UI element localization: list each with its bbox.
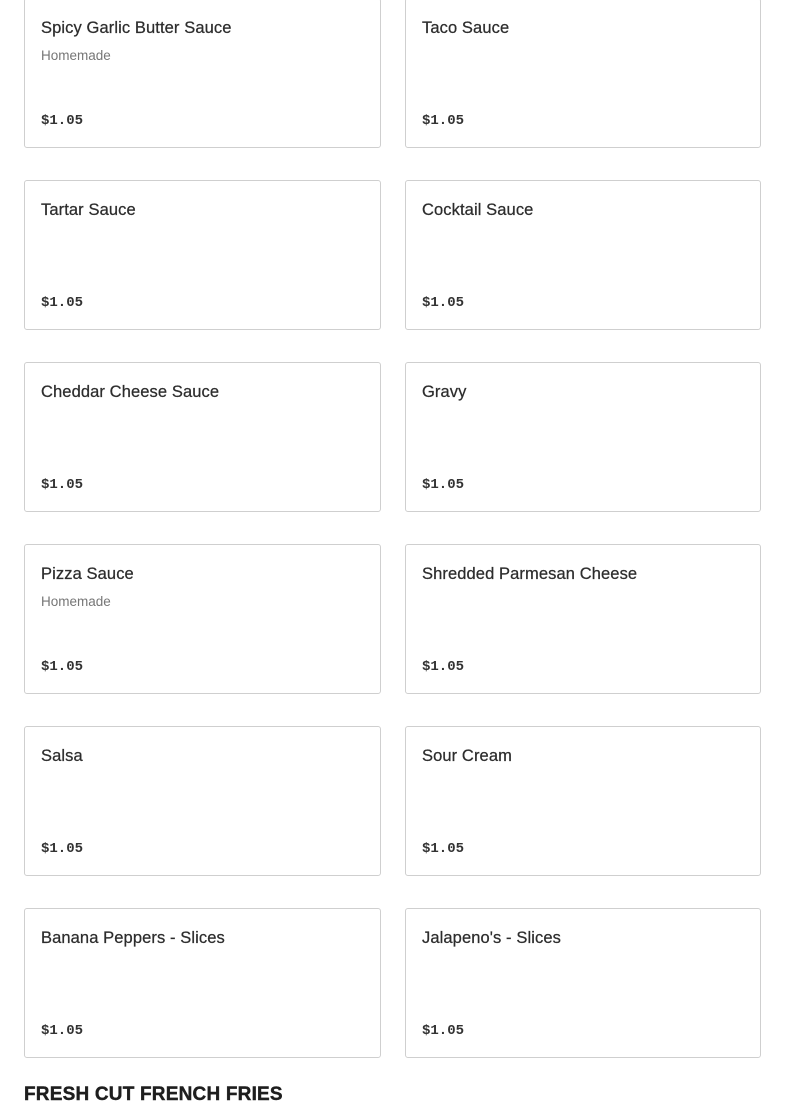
menu-item-name: Sour Cream [422, 747, 512, 765]
menu-item-grid [24, 0, 761, 1058]
menu-item-price: $1.05 [41, 841, 84, 857]
menu-item-price: $1.05 [422, 841, 465, 857]
menu-item-name: Jalapeno's - Slices [422, 929, 561, 947]
menu-item-card[interactable] [24, 726, 381, 876]
menu-item-card[interactable] [405, 908, 761, 1058]
menu-item-card[interactable] [24, 0, 381, 148]
menu-item-price: $1.05 [41, 659, 84, 675]
menu-item-card[interactable] [24, 362, 381, 512]
menu-item-card[interactable] [405, 726, 761, 876]
menu-item-price: $1.05 [422, 659, 465, 675]
menu-item-price: $1.05 [422, 477, 465, 493]
menu-item-card[interactable] [24, 544, 381, 694]
menu-item-name: Shredded Parmesan Cheese [422, 565, 638, 583]
menu-item-price: $1.05 [41, 477, 84, 493]
menu-item-name: Gravy [422, 383, 467, 401]
menu-item-card[interactable] [405, 544, 761, 694]
menu-item-price: $1.05 [422, 1023, 465, 1039]
section-heading: FRESH CUT FRENCH FRIES [24, 1084, 283, 1105]
menu-item-price: $1.05 [422, 295, 465, 311]
menu-item-name: Pizza Sauce [41, 565, 134, 583]
menu-item-description: Homemade [41, 594, 111, 609]
menu-item-card[interactable] [24, 908, 381, 1058]
menu-item-name: Taco Sauce [422, 19, 510, 37]
menu-item-price: $1.05 [41, 113, 84, 129]
menu-item-card[interactable] [24, 180, 381, 330]
menu-item-card[interactable] [405, 180, 761, 330]
menu-item-card[interactable] [405, 362, 761, 512]
menu-item-name: Spicy Garlic Butter Sauce [41, 19, 232, 37]
menu-item-card[interactable] [405, 0, 761, 148]
menu-item-price: $1.05 [41, 295, 84, 311]
menu-item-description: Homemade [41, 48, 111, 63]
menu-item-name: Banana Peppers - Slices [41, 929, 225, 947]
menu-item-name: Cocktail Sauce [422, 201, 534, 219]
menu-item-price: $1.05 [422, 113, 465, 129]
menu-item-price: $1.05 [41, 1023, 84, 1039]
menu-item-name: Cheddar Cheese Sauce [41, 383, 220, 401]
menu-item-name: Tartar Sauce [41, 201, 136, 219]
menu-item-name: Salsa [41, 747, 83, 765]
